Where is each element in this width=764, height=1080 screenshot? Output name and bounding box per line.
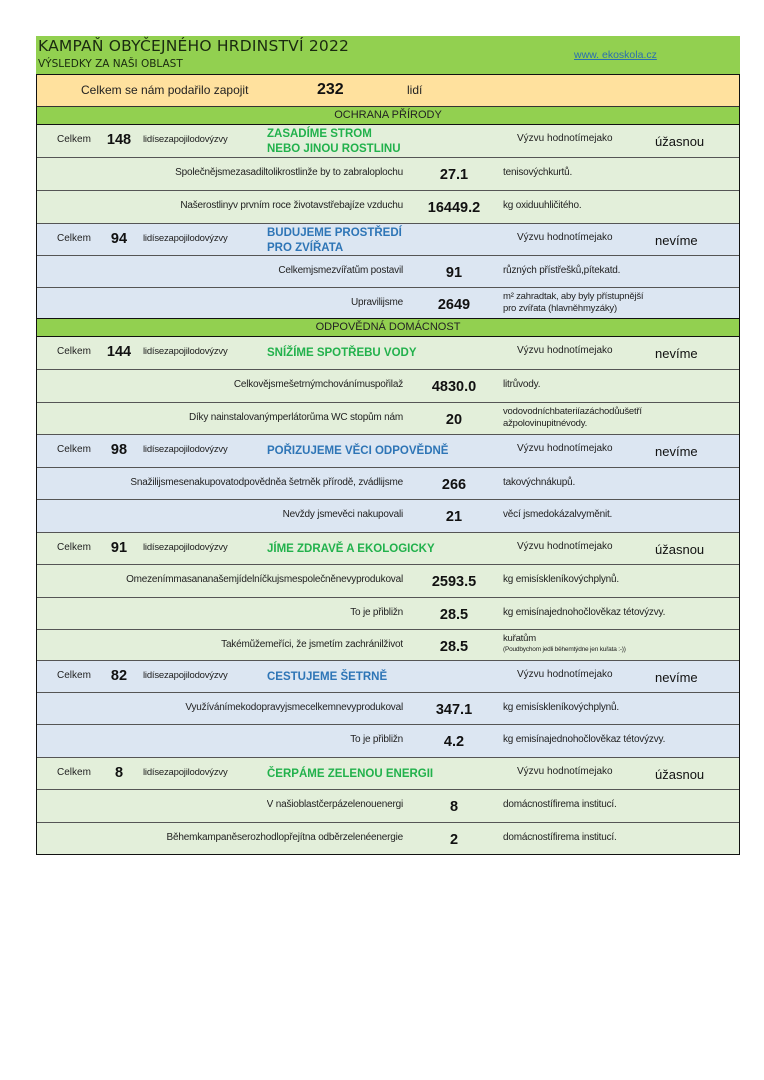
participant-count: 8 bbox=[114, 765, 124, 781]
result-value: 4830.0 bbox=[431, 379, 477, 395]
result-unit bbox=[503, 291, 643, 315]
result-value: 91 bbox=[445, 265, 463, 281]
rating-value: nevíme bbox=[655, 346, 698, 361]
result-description: Takémůžemeříci, že jsmetím zachránilživot bbox=[221, 639, 403, 650]
joined-label: lidísezapojilodovýzvy bbox=[143, 134, 228, 145]
result-unit: tenisovýchkurtů. bbox=[503, 167, 573, 178]
result-value: 2593.5 bbox=[431, 574, 477, 590]
page-title: KAMPAŇ OBYČEJNÉHO HRDINSTVÍ 2022 bbox=[38, 37, 350, 55]
result-value: 28.5 bbox=[439, 607, 469, 623]
result-description: Omezenímmasananašemjídelníčkujsmespolečněnevyprodukoval bbox=[126, 574, 403, 585]
participant-count: 82 bbox=[110, 668, 128, 684]
participant-count: 144 bbox=[106, 344, 132, 360]
challenge-title: CESTUJEME ŠETRNĚ bbox=[267, 671, 388, 683]
challenge-title-line1: BUDUJEME PROSTŘEDÍ bbox=[267, 227, 402, 239]
challenge-header-row bbox=[37, 661, 739, 693]
rating-label: Výzvu hodnotímejako bbox=[517, 133, 613, 144]
lead-label: Celkem bbox=[57, 767, 91, 778]
joined-label: lidísezapojilodovýzvy bbox=[143, 767, 228, 778]
results-table bbox=[36, 74, 740, 855]
result-value: 347.1 bbox=[435, 702, 473, 718]
result-unit bbox=[503, 633, 626, 655]
challenge-title-line2: NEBO JINOU ROSTLINU bbox=[267, 143, 401, 155]
challenge-header-row bbox=[37, 125, 739, 158]
page-subtitle: VÝSLEDKY ZA NAŠI OBLAST bbox=[38, 58, 183, 70]
lead-label: Celkem bbox=[57, 346, 91, 357]
section-header: ODPOVĚDNÁ DOMÁCNOST bbox=[37, 319, 739, 337]
result-value: 4.2 bbox=[443, 734, 465, 750]
challenge-title-line1: ZASADÍME STROM bbox=[267, 128, 372, 140]
result-description: Našerostlinyv prvním roce životavstřebajíze vzduchu bbox=[180, 200, 403, 211]
rating-value: nevíme bbox=[655, 233, 698, 248]
result-row bbox=[37, 158, 739, 191]
result-description: Snažilijsmesenakupovatodpovědněa šetrněk přírodě, zvádlijsme bbox=[130, 477, 403, 488]
result-description: Díky nainstalovanýmperlátorůma WC stopům nám bbox=[188, 412, 403, 423]
result-description: Celkovějsmešetrnýmchovánímuspořilaž bbox=[233, 379, 403, 390]
result-unit: takovýchnákupů. bbox=[503, 477, 576, 488]
rating-label: Výzvu hodnotímejako bbox=[517, 443, 613, 454]
challenge-header-row bbox=[37, 435, 739, 468]
result-unit-line1: vodovodníchbateriíazáchodůušetří bbox=[503, 406, 642, 417]
participant-count: 91 bbox=[110, 540, 128, 556]
result-value: 8 bbox=[449, 799, 459, 815]
result-value: 2 bbox=[449, 832, 459, 848]
result-unit bbox=[503, 406, 642, 430]
result-unit: kg emisínajednohočlověkaz tétovýzvy. bbox=[503, 607, 666, 618]
rating-value: nevíme bbox=[655, 444, 698, 459]
result-value: 27.1 bbox=[439, 167, 469, 183]
lead-label: Celkem bbox=[57, 542, 91, 553]
section-header: OCHRANA PŘÍRODY bbox=[37, 107, 739, 125]
result-description: V našioblastčerpázelenouenergi bbox=[266, 799, 403, 810]
lead-label: Celkem bbox=[57, 233, 91, 244]
result-row bbox=[37, 630, 739, 661]
result-unit: domácnostífirema institucí. bbox=[503, 832, 617, 843]
joined-label: lidísezapojilodovýzvy bbox=[143, 346, 228, 357]
challenge-title: JÍME ZDRAVĚ A EKOLOGICKY bbox=[267, 543, 435, 555]
result-row bbox=[37, 790, 739, 823]
challenge-title: SNÍŽÍME SPOTŘEBU VODY bbox=[267, 347, 417, 359]
rating-value: úžasnou bbox=[655, 542, 705, 557]
rating-label: Výzvu hodnotímejako bbox=[517, 541, 613, 552]
result-value: 2649 bbox=[437, 297, 471, 313]
participant-count: 94 bbox=[110, 231, 128, 247]
result-value: 266 bbox=[441, 477, 467, 493]
result-unit: litrůvody. bbox=[503, 379, 541, 390]
result-row bbox=[37, 500, 739, 533]
total-unit: lidí bbox=[407, 83, 423, 97]
result-description: To je přibližn bbox=[350, 734, 403, 745]
challenge-title bbox=[267, 127, 401, 157]
challenge-header-row bbox=[37, 533, 739, 565]
lead-label: Celkem bbox=[57, 670, 91, 681]
participant-count: 148 bbox=[106, 132, 132, 148]
result-row bbox=[37, 823, 739, 854]
total-value: 232 bbox=[317, 81, 344, 98]
total-row bbox=[37, 75, 739, 107]
lead-label: Celkem bbox=[57, 444, 91, 455]
header-band bbox=[36, 36, 740, 74]
challenge-title: POŘIZUJEME VĚCI ODPOVĚDNĚ bbox=[267, 445, 449, 457]
result-unit: kg oxiduuhličitého. bbox=[503, 200, 582, 211]
joined-label: lidísezapojilodovýzvy bbox=[143, 444, 228, 455]
rating-value: úžasnou bbox=[655, 767, 705, 782]
result-value: 21 bbox=[445, 509, 463, 525]
result-row bbox=[37, 468, 739, 500]
result-description: To je přibližn bbox=[350, 607, 403, 618]
result-value: 16449.2 bbox=[427, 200, 481, 216]
participant-count: 98 bbox=[110, 442, 128, 458]
rating-label: Výzvu hodnotímejako bbox=[517, 232, 613, 243]
result-row bbox=[37, 288, 739, 319]
challenge-title: ČERPÁME ZELENOU ENERGII bbox=[267, 768, 434, 780]
result-unit-note: (Poudbychom jedli běhemtýdne jen kuřata :-)) bbox=[503, 646, 626, 653]
rating-value: úžasnou bbox=[655, 134, 705, 149]
challenge-title bbox=[267, 226, 402, 256]
website-link[interactable]: www. ekoskola.cz bbox=[574, 49, 657, 61]
rating-label: Výzvu hodnotímejako bbox=[517, 766, 613, 777]
challenge-header-row bbox=[37, 758, 739, 790]
challenge-title-line2: PRO ZVÍŘATA bbox=[267, 242, 344, 254]
result-row bbox=[37, 370, 739, 403]
result-row bbox=[37, 693, 739, 725]
result-value: 28.5 bbox=[439, 639, 469, 655]
lead-label: Celkem bbox=[57, 134, 91, 145]
result-row bbox=[37, 403, 739, 435]
result-row bbox=[37, 256, 739, 288]
rating-value: nevíme bbox=[655, 670, 698, 685]
result-description: Celkemjsmezvířatům postavil bbox=[278, 265, 403, 276]
result-unit: různých přístřešků,pítekatd. bbox=[503, 265, 621, 276]
result-row bbox=[37, 725, 739, 758]
result-row bbox=[37, 598, 739, 630]
result-unit: kg emisískleníkovýchplynů. bbox=[503, 702, 619, 713]
result-description: Nevždy jsmevěci nakupovali bbox=[282, 509, 403, 520]
total-label: Celkem se nám podařilo zapojit bbox=[81, 83, 249, 97]
result-unit-line1: m² zahradtak, aby byly přístupnější bbox=[503, 291, 644, 302]
result-unit-line1: kuřatům bbox=[503, 633, 536, 644]
result-unit-line2: pro zvířata (hlavněhmyzáky) bbox=[503, 303, 617, 314]
result-row bbox=[37, 565, 739, 598]
result-unit: domácnostífirema institucí. bbox=[503, 799, 617, 810]
result-unit: věcí jsmedokázalvyměnit. bbox=[503, 509, 613, 520]
challenge-header-row bbox=[37, 337, 739, 370]
joined-label: lidísezapojilodovýzvy bbox=[143, 233, 228, 244]
result-description: Běhemkampaněserozhodlopřejítna odběrzelenéenergie bbox=[166, 832, 403, 843]
result-description: Využívánímekodopravyjsmecelkemnevyprodukoval bbox=[185, 702, 403, 713]
result-unit-line2: ažpolovinupitnévody. bbox=[503, 418, 588, 429]
result-value: 20 bbox=[445, 412, 463, 428]
joined-label: lidísezapojilodovýzvy bbox=[143, 670, 228, 681]
result-unit: kg emisískleníkovýchplynů. bbox=[503, 574, 619, 585]
result-unit: kg emisínajednohočlověkaz tétovýzvy. bbox=[503, 734, 666, 745]
rating-label: Výzvu hodnotímejako bbox=[517, 669, 613, 680]
result-description: Společnějsmezasadiltolikrostlinže by to zabraloplochu bbox=[175, 167, 403, 178]
joined-label: lidísezapojilodovýzvy bbox=[143, 542, 228, 553]
result-description: Upravilijsme bbox=[350, 297, 403, 308]
results-sheet bbox=[36, 36, 740, 855]
challenge-header-row bbox=[37, 224, 739, 256]
rating-label: Výzvu hodnotímejako bbox=[517, 345, 613, 356]
result-row bbox=[37, 191, 739, 224]
